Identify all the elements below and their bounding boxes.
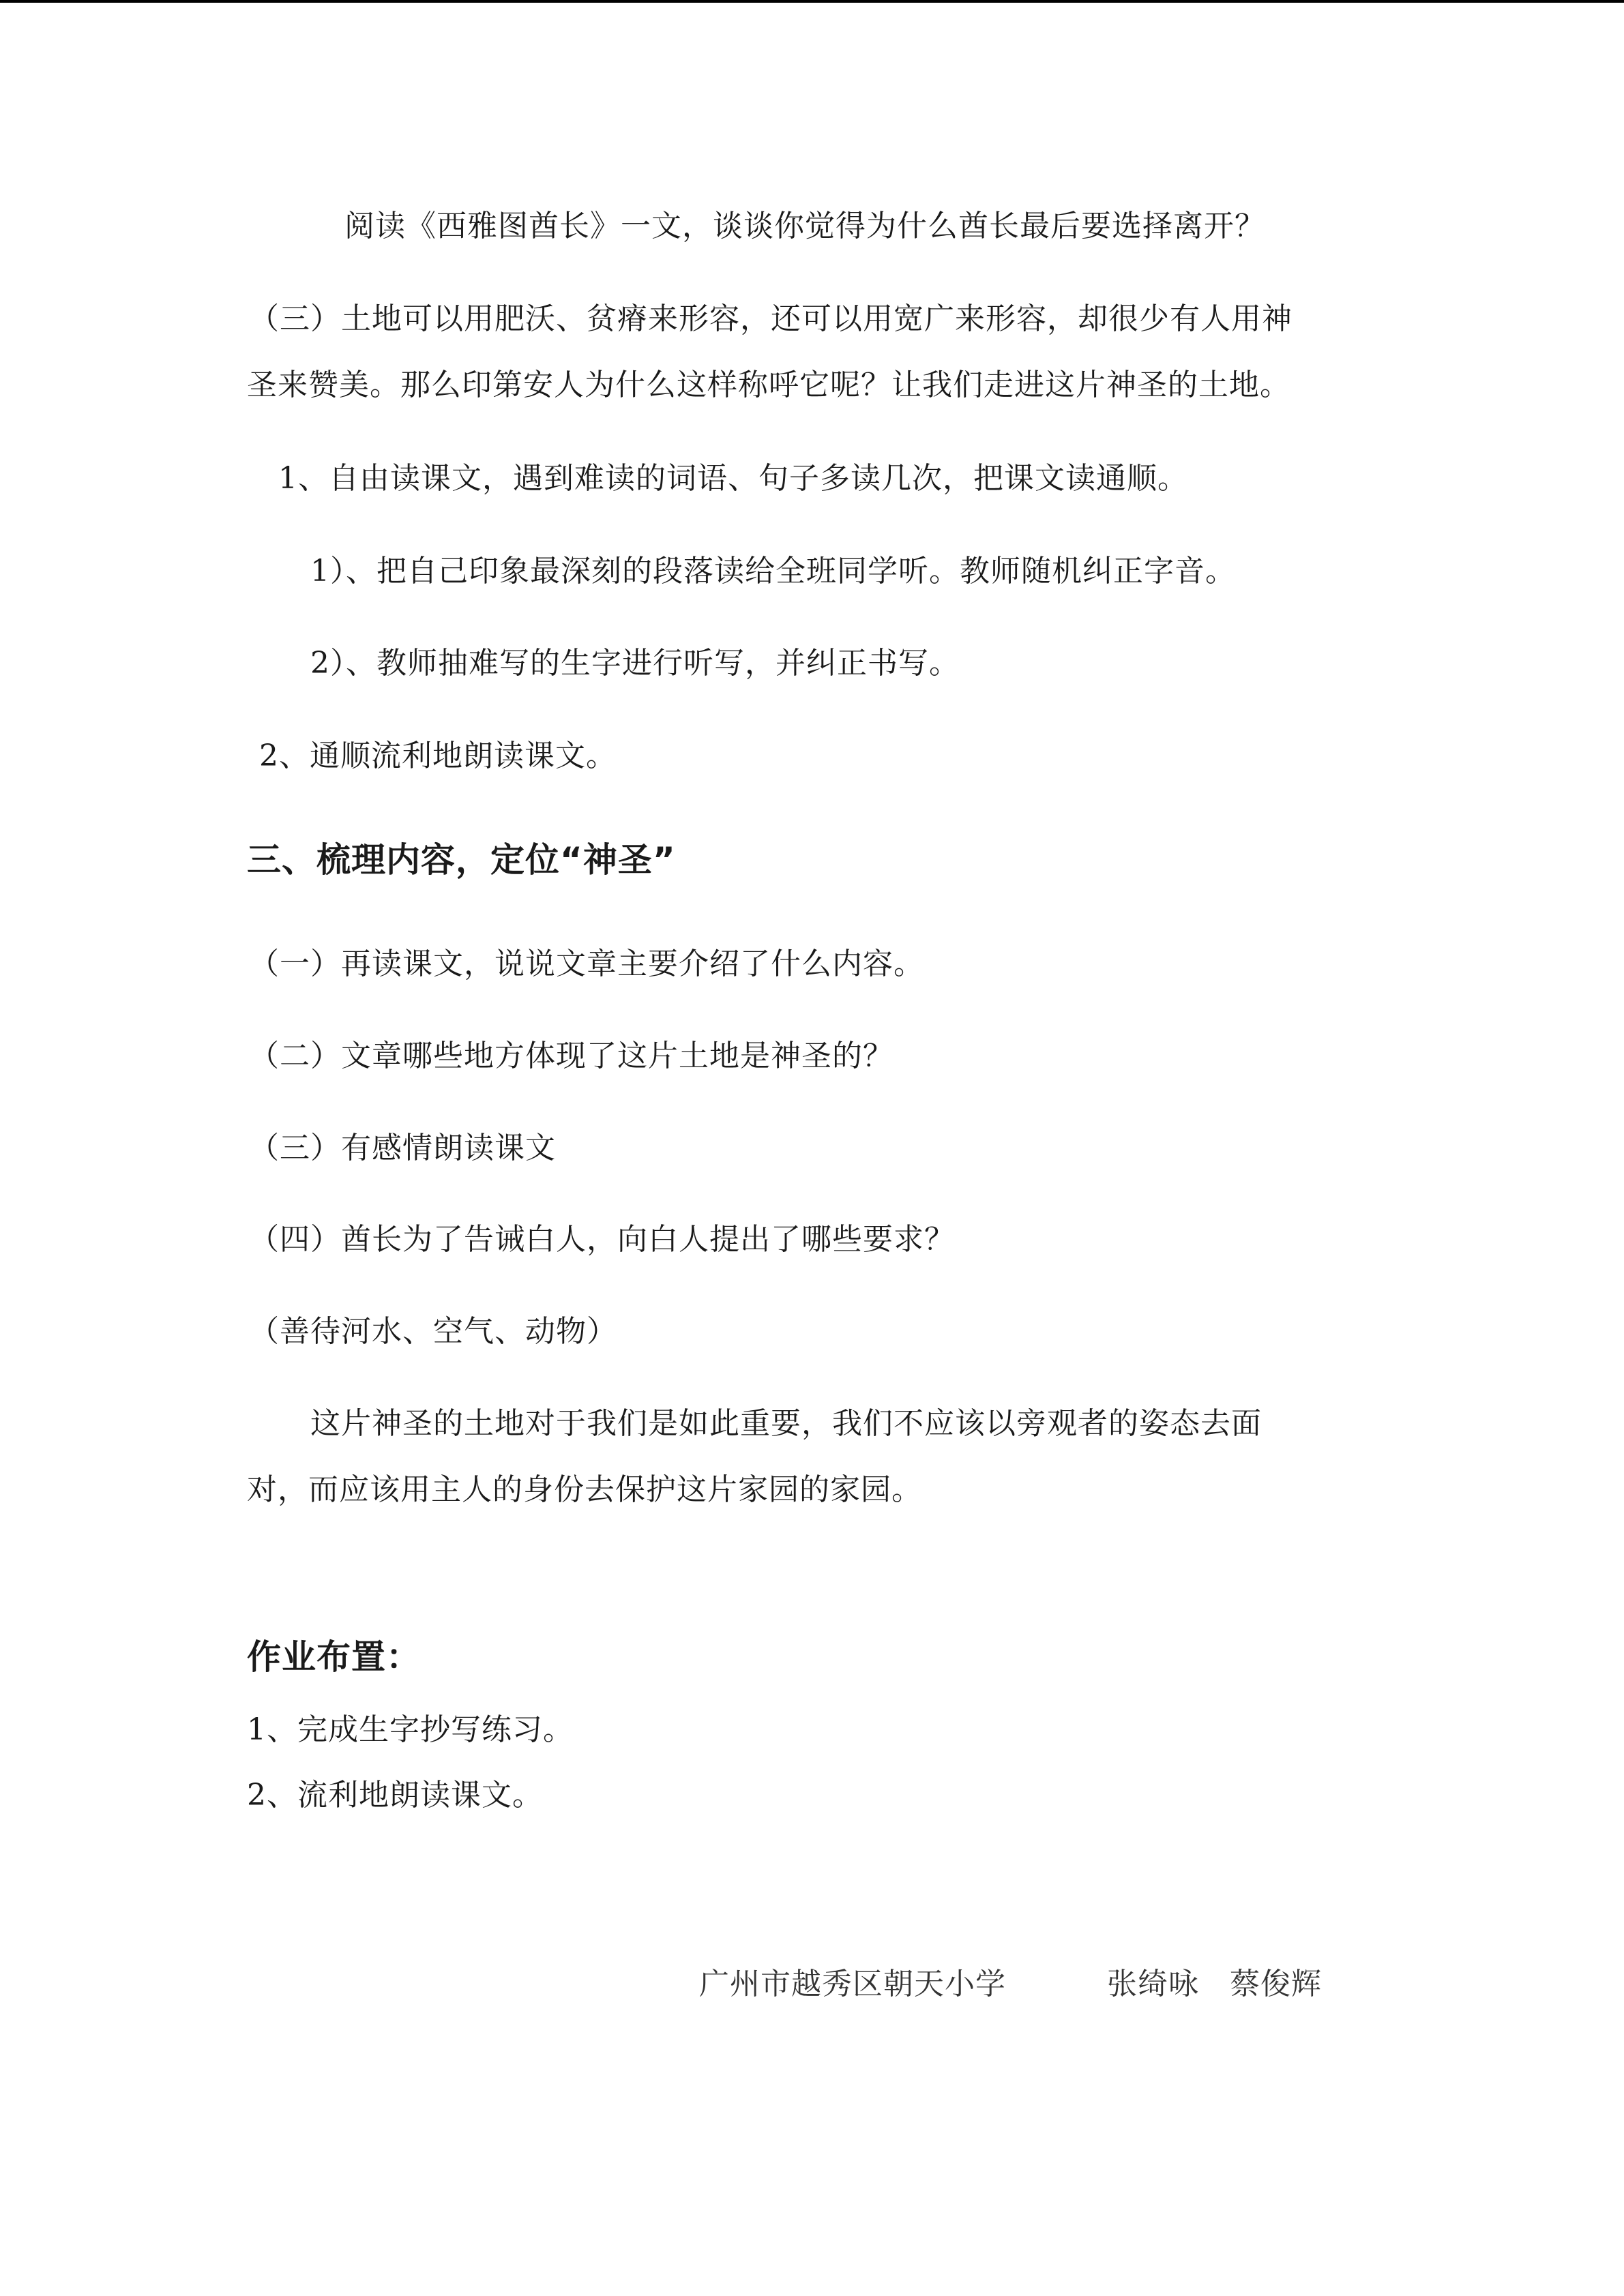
signature-school: 广州市越秀区朝天小学 (699, 1967, 1006, 2001)
signature-authors: 张绮咏 蔡俊辉 (1107, 1967, 1322, 2001)
homework-item-2: 2、流利地朗读课文。 (247, 1778, 543, 1813)
step-1-sub-2: 2）、教师抽难写的生字进行听写，并纠正书写。 (310, 646, 960, 681)
section-three-item-4: （四）酋长为了告诫白人，向白人提出了哪些要求？ (249, 1222, 955, 1257)
section-three-item-2: （二）文章哪些地方体现了这片土地是神圣的？ (249, 1039, 894, 1073)
homework-heading: 作业布置： (247, 1637, 421, 1677)
section-three-item-3: （三）有感情朗读课文 (249, 1131, 556, 1165)
paragraph-three-line-2: 圣来赞美。那么印第安人为什么这样称呼它呢？让我们走进这片神圣的土地。 (247, 368, 1290, 402)
closing-paragraph-line-2: 对，而应该用主人的身份去保护这片家园的家园。 (247, 1472, 922, 1507)
section-three-answer: （善待河水、空气、动物） (249, 1314, 617, 1349)
section-three-heading: 三、梳理内容，定位“神圣” (247, 840, 676, 880)
section-three-item-1: （一）再读课文，说说文章主要介绍了什么内容。 (249, 946, 924, 981)
step-1-sub-1: 1）、把自己印象最深刻的段落读给全班同学听。教师随机纠正字音。 (310, 554, 1236, 588)
step-1: 1、自由读课文，遇到难读的词语、句子多读几次，把课文读通顺。 (278, 461, 1188, 496)
reading-question: 阅读《西雅图酋长》一文，谈谈你觉得为什么酋长最后要选择离开？ (344, 209, 1265, 243)
paragraph-three-line-1: （三）土地可以用肥沃、贫瘠来形容，还可以用宽广来形容，却很少有人用神 (249, 301, 1293, 336)
homework-item-1: 1、完成生字抄写练习。 (247, 1712, 574, 1747)
step-2: 2、通顺流利地朗读课文。 (259, 739, 617, 773)
closing-paragraph-line-1: 这片神圣的土地对于我们是如此重要，我们不应该以旁观者的姿态去面 (310, 1406, 1262, 1441)
